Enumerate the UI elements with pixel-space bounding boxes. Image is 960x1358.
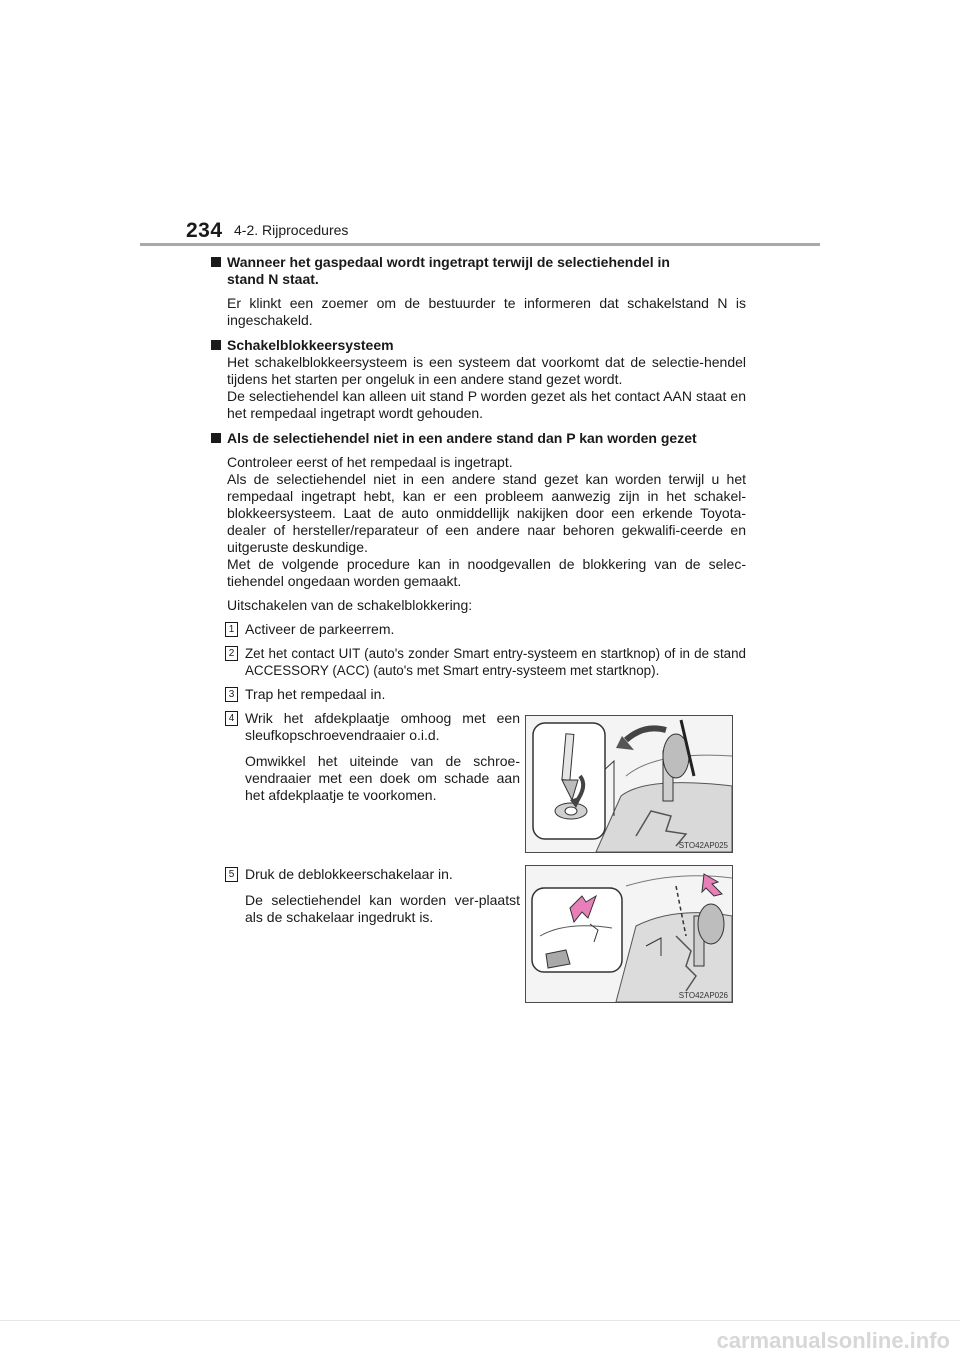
section-title: Schakelblokkeersysteem [227,337,394,353]
header-divider [140,243,820,246]
figure-release-button [525,865,733,1003]
section-accelerator-in-n [211,254,746,329]
figure-pry-cover [525,715,733,853]
step-text: Druk de deblokkeerschakelaar in. [245,866,453,882]
footer-divider [0,1320,960,1321]
step-number: 1 [225,622,238,637]
section-title: Als de selectiehendel niet in een andere stand dan P kan worden gezet [227,430,697,446]
figure-pry-cover-illustration [526,716,732,852]
section-paragraph: Als de selectiehendel niet in een andere stand gezet kan worden terwijl u het rempedaal ingetrapt hebt, kan er een probleem aanwezig zijn in het schakel-blokkeersysteem. Laat de auto onmiddellijk nakijken door een erkende Toyota-dealer of hersteller/reparateur of een andere naar behoren gekwalifi-ceerde en uitgeruste deskundige. [227,471,746,555]
section-paragraph: Met de volgende procedure kan in noodgevallen de blokkering van de selec-tiehendel ongedaan worden gemaakt. [227,556,746,589]
step-text: Activeer de parkeerrem. [245,621,395,637]
figure-code: STO42AP025 [678,841,728,850]
step-2 [227,645,746,679]
section-paragraph: Uitschakelen van de schakelblokkering: [227,597,473,613]
chapter-title: 4-2. Rijprocedures [234,222,349,238]
step-5 [227,866,520,926]
square-bullet-icon [211,257,221,267]
step-note: De selectiehendel kan worden ver-plaatst als de schakelaar ingedrukt is. [245,892,520,925]
page-number: 234 [186,219,223,242]
section-paragraph: De selectiehendel kan alleen uit stand P worden gezet als het contact AAN staat en het rempedaal ingetrapt wordt gehouden. [227,388,746,421]
section-paragraph: Controleer eerst of het rempedaal is ingetrapt. [227,454,513,470]
section-paragraph: Het schakelblokkeersysteem is een systeem dat voorkomt dat de selectie-hendel tijdens het starten per ongeluk in een andere stand gezet wordt. [227,354,746,387]
step-number: 5 [225,867,238,882]
section-shift-lock-system [211,337,746,422]
square-bullet-icon [211,433,221,443]
watermark: carmanualsonline.info [716,1328,950,1353]
step-text: Wrik het afdekplaatje omhoog met een sleufkopschroevendraaier o.i.d. [245,710,520,743]
step-note: Omwikkel het uiteinde van de schroe-vendraaier met een doek om schade aan het afdekplaatje te voorkomen. [245,753,520,803]
step-number: 4 [225,711,238,726]
section-paragraph: Er klinkt een zoemer om de bestuurder te informeren dat schakelstand N is ingeschakeld. [227,295,746,328]
step-number: 2 [225,646,238,661]
section-title: Wanneer het gaspedaal wordt ingetrapt terwijl de selectiehendel in stand N staat. [227,254,670,287]
step-3 [227,686,746,703]
square-bullet-icon [211,340,221,350]
figure-code: STO42AP026 [678,991,728,1000]
step-number: 3 [225,687,238,702]
figure-release-button-illustration [526,866,732,1002]
step-text: Trap het rempedaal in. [245,686,386,702]
step-text: Zet het contact UIT (auto's zonder Smart entry-systeem en startknop) of in de stand ACCESSORY (ACC) (auto's met Smart entry-systeem met startknop). [245,646,746,678]
step-1 [227,621,746,638]
step-4 [227,710,520,804]
